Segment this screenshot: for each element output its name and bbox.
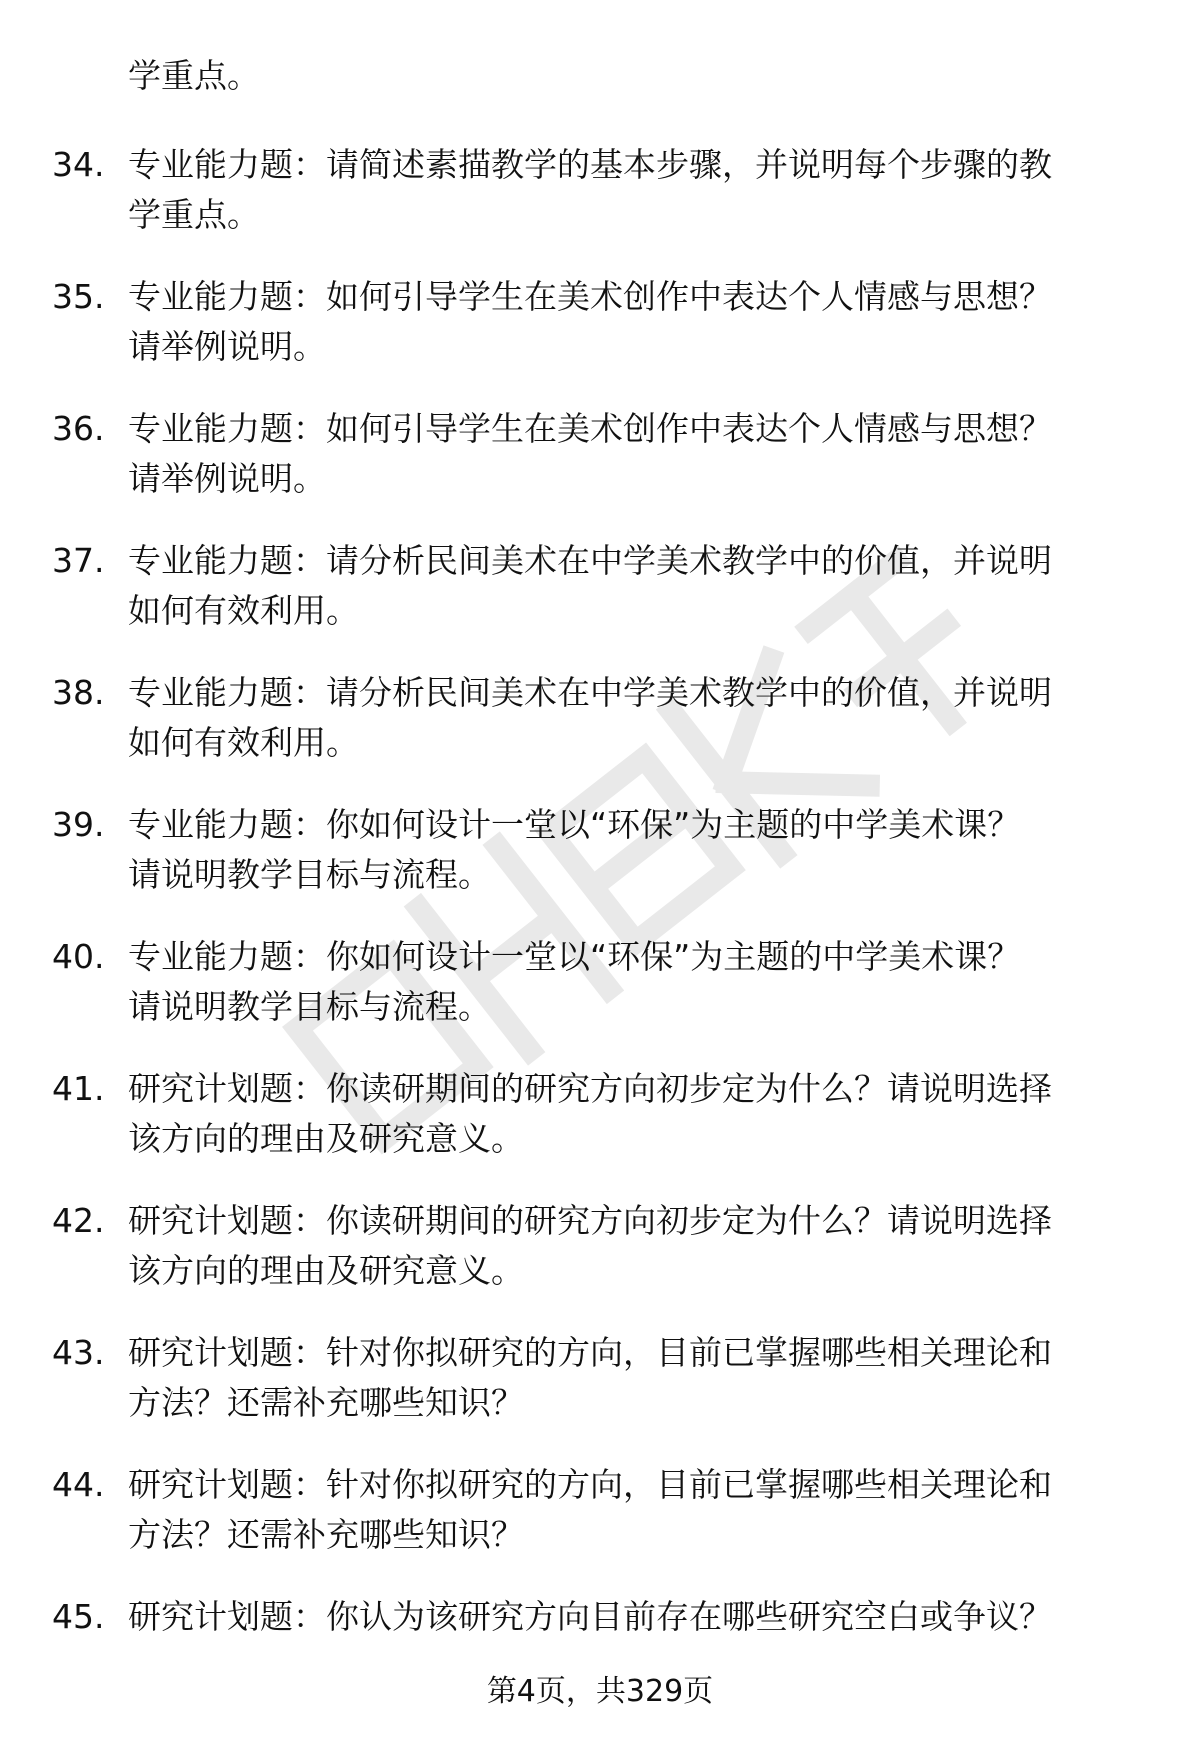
- question-text: [128, 1592, 1138, 1642]
- question-line: 如何有效利用。: [128, 723, 359, 762]
- question-item: [0, 1328, 1200, 1460]
- question-item: [0, 668, 1200, 800]
- question-text: [128, 272, 1138, 372]
- question-text: [128, 668, 1138, 768]
- question-number: 44.: [52, 1465, 105, 1504]
- question-line: 专业能力题：请简述素描教学的基本步骤，并说明每个步骤的教: [128, 145, 1052, 184]
- question-line: 方法？还需补充哪些知识？: [128, 1383, 524, 1422]
- question-item: [0, 404, 1200, 536]
- question-item: [0, 140, 1200, 272]
- question-line: 研究计划题：针对你拟研究的方向，目前已掌握哪些相关理论和: [128, 1333, 1052, 1372]
- question-number: 41.: [52, 1069, 105, 1108]
- page-footer: 第4页，共329页: [486, 1674, 714, 1709]
- question-item: [0, 932, 1200, 1064]
- continued-question-tail: 学重点。: [128, 56, 260, 95]
- question-item: [0, 1064, 1200, 1196]
- question-line: 专业能力题：请分析民间美术在中学美术教学中的价值，并说明: [128, 673, 1052, 712]
- question-line: 专业能力题：如何引导学生在美术创作中表达个人情感与思想？: [128, 409, 1052, 448]
- question-number: 43.: [52, 1333, 105, 1372]
- question-line: 专业能力题：你如何设计一堂以“环保”为主题的中学美术课？: [128, 937, 1021, 976]
- question-text: [128, 1460, 1138, 1560]
- question-number: 36.: [52, 409, 105, 448]
- question-number: 37.: [52, 541, 105, 580]
- question-text: [128, 1196, 1138, 1296]
- question-line: 研究计划题：你认为该研究方向目前存在哪些研究空白或争议？: [128, 1597, 1052, 1636]
- question-line: 该方向的理由及研究意义。: [128, 1251, 524, 1290]
- question-line: 请举例说明。: [128, 459, 326, 498]
- question-line: 研究计划题：你读研期间的研究方向初步定为什么？请说明选择: [128, 1201, 1052, 1240]
- question-line: 专业能力题：请分析民间美术在中学美术教学中的价值，并说明: [128, 541, 1052, 580]
- question-number: 40.: [52, 937, 105, 976]
- question-text: [128, 1064, 1138, 1164]
- question-line: 请举例说明。: [128, 327, 326, 366]
- question-text: [128, 800, 1138, 900]
- question-item: [0, 800, 1200, 932]
- question-list: [0, 140, 1200, 1724]
- question-line: 专业能力题：你如何设计一堂以“环保”为主题的中学美术课？: [128, 805, 1021, 844]
- question-line: 如何有效利用。: [128, 591, 359, 630]
- question-line: 研究计划题：针对你拟研究的方向，目前已掌握哪些相关理论和: [128, 1465, 1052, 1504]
- question-text: [128, 140, 1138, 240]
- question-text: [128, 1328, 1138, 1428]
- question-item: [0, 1196, 1200, 1328]
- question-number: 42.: [52, 1201, 105, 1240]
- question-text: [128, 536, 1138, 636]
- question-number: 39.: [52, 805, 105, 844]
- question-number: 38.: [52, 673, 105, 712]
- question-line: 学重点。: [128, 195, 260, 234]
- question-text: [128, 932, 1138, 1032]
- question-number: 34.: [52, 145, 105, 184]
- question-line: 研究计划题：你读研期间的研究方向初步定为什么？请说明选择: [128, 1069, 1052, 1108]
- question-number: 45.: [52, 1597, 105, 1636]
- question-line: 请说明教学目标与流程。: [128, 855, 491, 894]
- question-line: 方法？还需补充哪些知识？: [128, 1515, 524, 1554]
- question-item: [0, 272, 1200, 404]
- question-line: 该方向的理由及研究意义。: [128, 1119, 524, 1158]
- question-item: [0, 1460, 1200, 1592]
- question-line: 专业能力题：如何引导学生在美术创作中表达个人情感与思想？: [128, 277, 1052, 316]
- question-number: 35.: [52, 277, 105, 316]
- question-text: [128, 404, 1138, 504]
- question-line: 请说明教学目标与流程。: [128, 987, 491, 1026]
- question-item: [0, 536, 1200, 668]
